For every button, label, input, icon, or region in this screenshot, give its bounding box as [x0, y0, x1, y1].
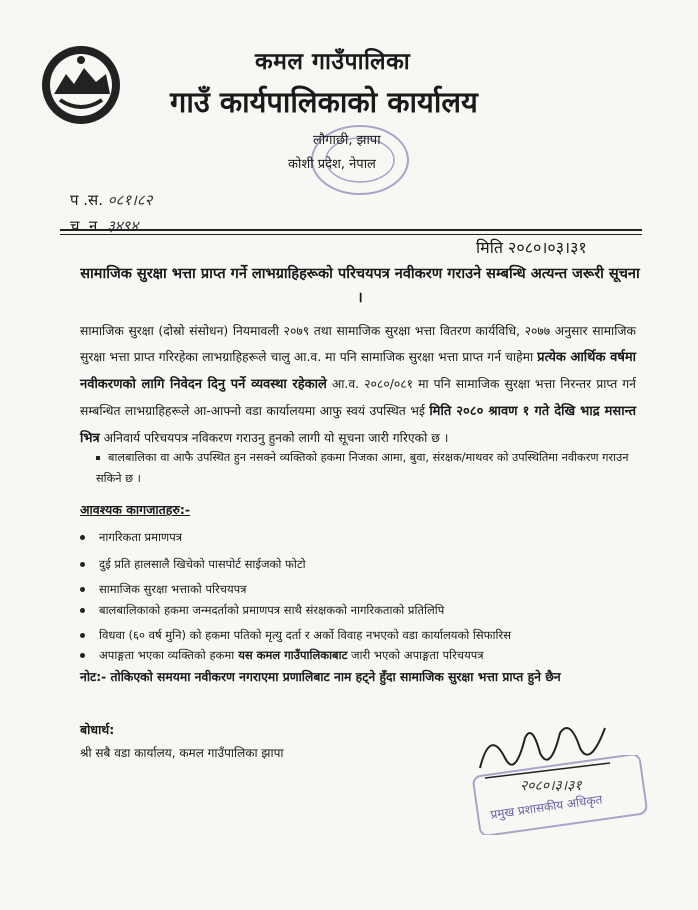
list-item: अपाङ्गता भएका व्यक्तिको हकमा यस कमल गाउँपालिकाबाट जारी भएको अपाङ्गता परिचयपत्र: [80, 648, 484, 663]
list-item: बालबालिकाको हकमा जन्मदर्ताको प्रमाणपत्र साथै संरक्षकको नागरिकताको प्रतिलिपि: [80, 603, 444, 618]
header-divider: [60, 229, 642, 231]
children-note: बालबालिका वा आफै उपस्थित हुन नसक्ने व्यक्तिको हकमा निजका आमा, बुवा, संरक्षक/माथवर को उपस्थितिमा नवीकरण गराउन सकिने छ ।: [96, 451, 629, 485]
reference-number: प .स. ०८१।८२: [70, 191, 153, 209]
bullet-icon: [80, 587, 85, 592]
bullet-icon: [80, 535, 85, 540]
documents-title: आवश्यक कागजातहरु:-: [80, 502, 191, 517]
list-item: नागरिकता प्रमाणपत्र: [80, 530, 182, 545]
list-item: सामाजिक सुरक्षा भत्ताको परिचयपत्र: [80, 582, 247, 597]
list-item: विधवा (६० वर्ष मुनि) को हकमा पतिको मृत्यु दर्ता र अर्को विवाह नभएको वडा कार्यालयको सिफारिस: [80, 628, 511, 643]
dispatch-number: च .न. ३४९४: [70, 217, 139, 235]
bullet-icon: [80, 562, 85, 567]
warning-note: नोट:- तोकिएको समयमा नवीकरण नगराएमा प्रणालिबाट नाम हट्ने हुँदा सामाजिक सुरक्षा भत्ता प्राप्त हुने छैन: [80, 670, 561, 684]
square-bullet-icon: [96, 456, 100, 460]
bullet-icon: [80, 653, 85, 658]
cc-recipient: श्री सबै वडा कार्यालय, कमल गाउँपालिका झापा: [80, 746, 284, 760]
stamp-title: प्रमुख प्रशासकीय अधिकृत: [489, 792, 604, 822]
bullet-icon: [80, 608, 85, 613]
address-line-1: लौगाछी, झापा: [313, 133, 381, 148]
header-divider-thin: [60, 234, 642, 235]
list-item: दुई प्रति हालसालै खिचेको पासपोर्ट साईजको फोटो: [80, 557, 306, 572]
address-line-2: कोशी प्रदेश, नेपाल: [288, 157, 376, 172]
notice-subject: सामाजिक सुरक्षा भत्ता प्राप्त गर्ने लाभग्राहिहरूको परिचयपत्र नवीकरण गराउने सम्बन्धि अत्यन्त जरूरी सूचना ।: [80, 266, 640, 306]
office-name: गाउँ कार्यपालिकाको कार्यालय: [170, 85, 478, 119]
cc-title: बोधार्थ:: [80, 722, 115, 737]
notice-body: सामाजिक सुरक्षा (दोस्रो संसोधन) नियमावली २०७९ तथा सामाजिक सुरक्षा भत्ता वितरण कार्यविधि, २०७७ अनुसार सामाजिक सुरक्षा भत्ता प्राप्त गरिरहेका लाभग्राहिहरूले चालु आ.व. मा पनि सामाजिक सुरक्षा भत्ता प्राप्त गर्न चाहेमा प्रत्येक आर्थिक वर्षमा नवीकरणको लागि निवेदन दिनु पर्ने व्यवस्था रहेकाले आ.व. २०८०/०८१ मा पनि सामाजिक सुरक्षा भत्ता निरन्तर प्राप्त गर्न सम्बन्धित लाभग्राहिहरूले आ-आफ्नो वडा कार्यालयमा आफु स्वयं उपस्थित भई मिति २०८० श्रावण १ गते देखि भाद्र मसान्त भित्र अनिवार्य परिचयपत्र नविकरण गराउनु हुनको लागी यो सूचना जारी गरिएको छ ।: [80, 324, 636, 446]
municipality-name: कमल गाउँपालिका: [255, 49, 411, 75]
notice-date: मिति २०८०।०३।३१: [476, 238, 587, 257]
bullet-icon: [80, 633, 85, 638]
nepal-emblem-icon: [40, 44, 122, 126]
signature-date: २०८०।३।३१: [520, 778, 582, 794]
